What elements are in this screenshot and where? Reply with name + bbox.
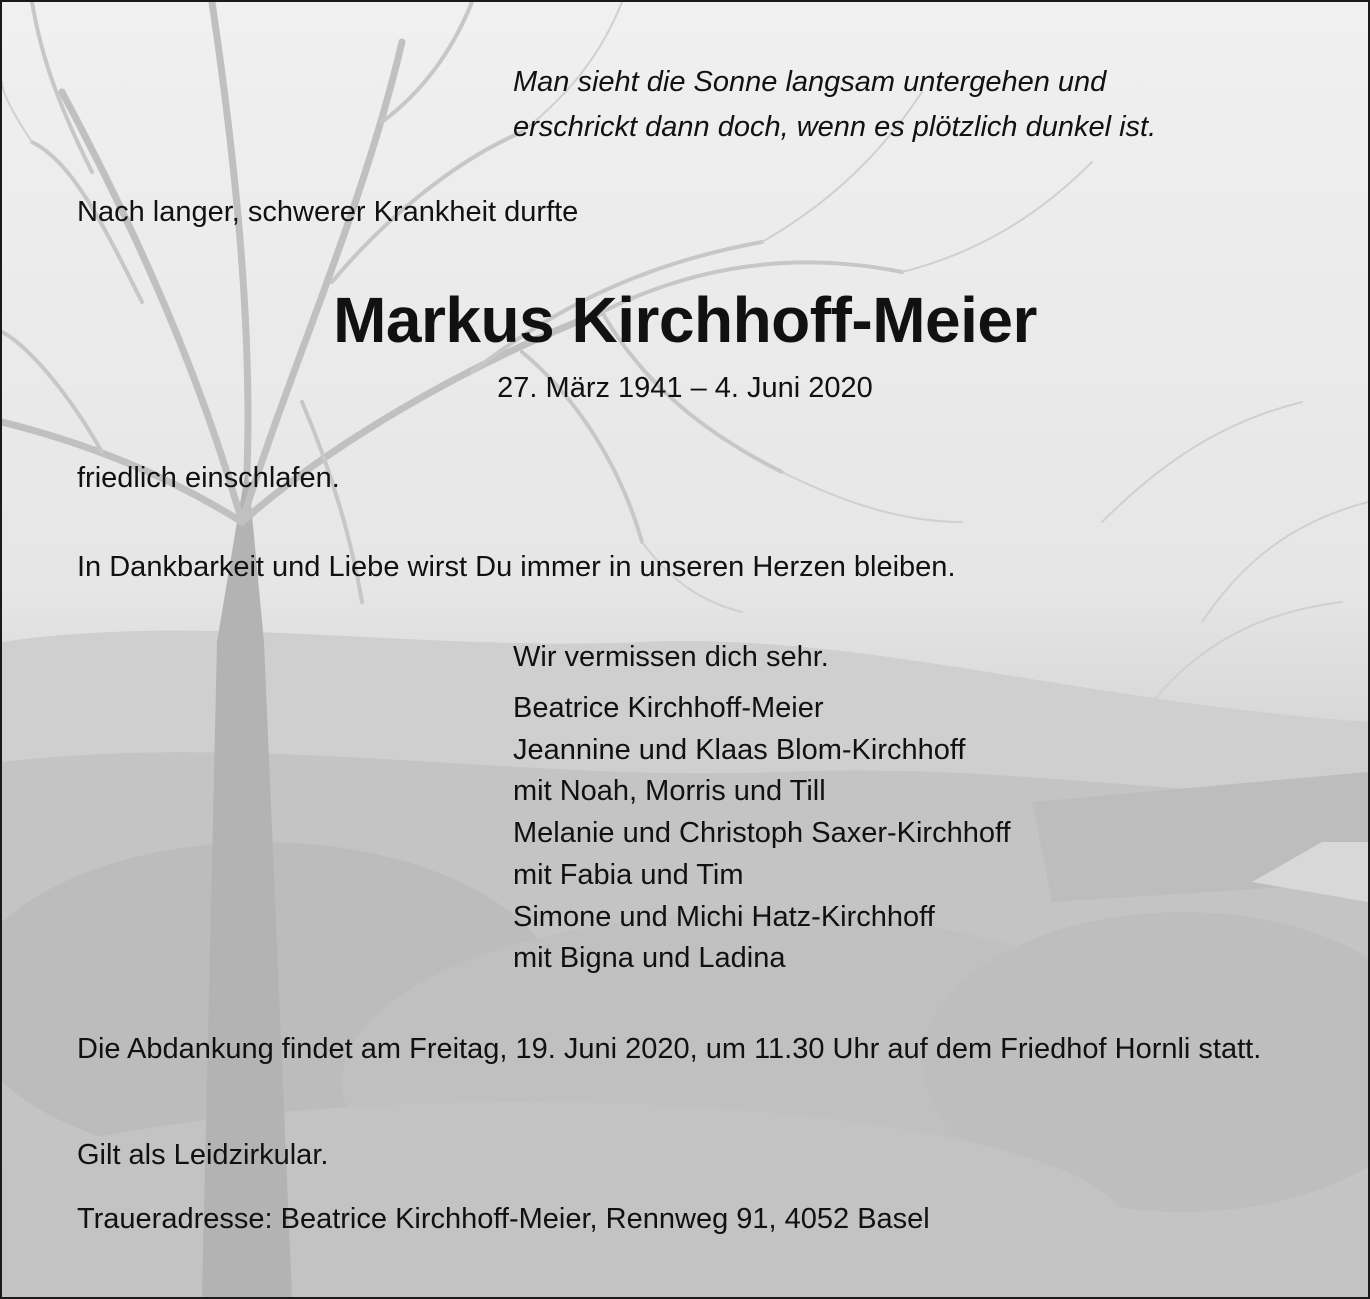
motto [513,60,1156,150]
deceased-name: Markus Kirchhoff-Meier [333,284,1037,356]
passed-text: friedlich einschlafen. [77,462,340,494]
mourner-line: Beatrice Kirchhoff-Meier [513,692,824,724]
thanks-text: In Dankbarkeit und Liebe wirst Du immer in unseren Herzen bleiben. [77,551,956,583]
circular-text: Gilt als Leidzirkular. [77,1139,329,1171]
motto-line: erschrickt dann doch, wenn es plötzlich dunkel ist. [513,111,1157,143]
intro-text: Nach langer, schwerer Krankheit durfte [77,196,579,228]
mourner-line: mit Fabia und Tim [513,858,744,891]
life-dates: 27. März 1941 – 4. Juni 2020 [497,372,873,404]
mourner-line: Simone und Michi Hatz-Kirchhoff [513,900,935,933]
mourner-line: Melanie und Christoph Saxer-Kirchhoff [513,817,1011,850]
ceremony-text: Die Abdankung findet am Freitag, 19. Juni 2020, um 11.30 Uhr auf dem Friedhof Hornli statt. [77,1033,1262,1065]
mourner-line: mit Noah, Morris und Till [513,775,826,808]
miss-text: Wir vermissen dich sehr. [513,641,829,673]
motto-line: Man sieht die Sonne langsam untergehen und [513,66,1107,98]
mourner-line: mit Bigna und Ladina [513,942,786,975]
mourner-line: Jeannine und Klaas Blom-Kirchhoff [513,733,966,766]
mourners-list [513,688,1011,980]
address-text: Traueradresse: Beatrice Kirchhoff-Meier, Rennweg 91, 4052 Basel [77,1203,930,1235]
